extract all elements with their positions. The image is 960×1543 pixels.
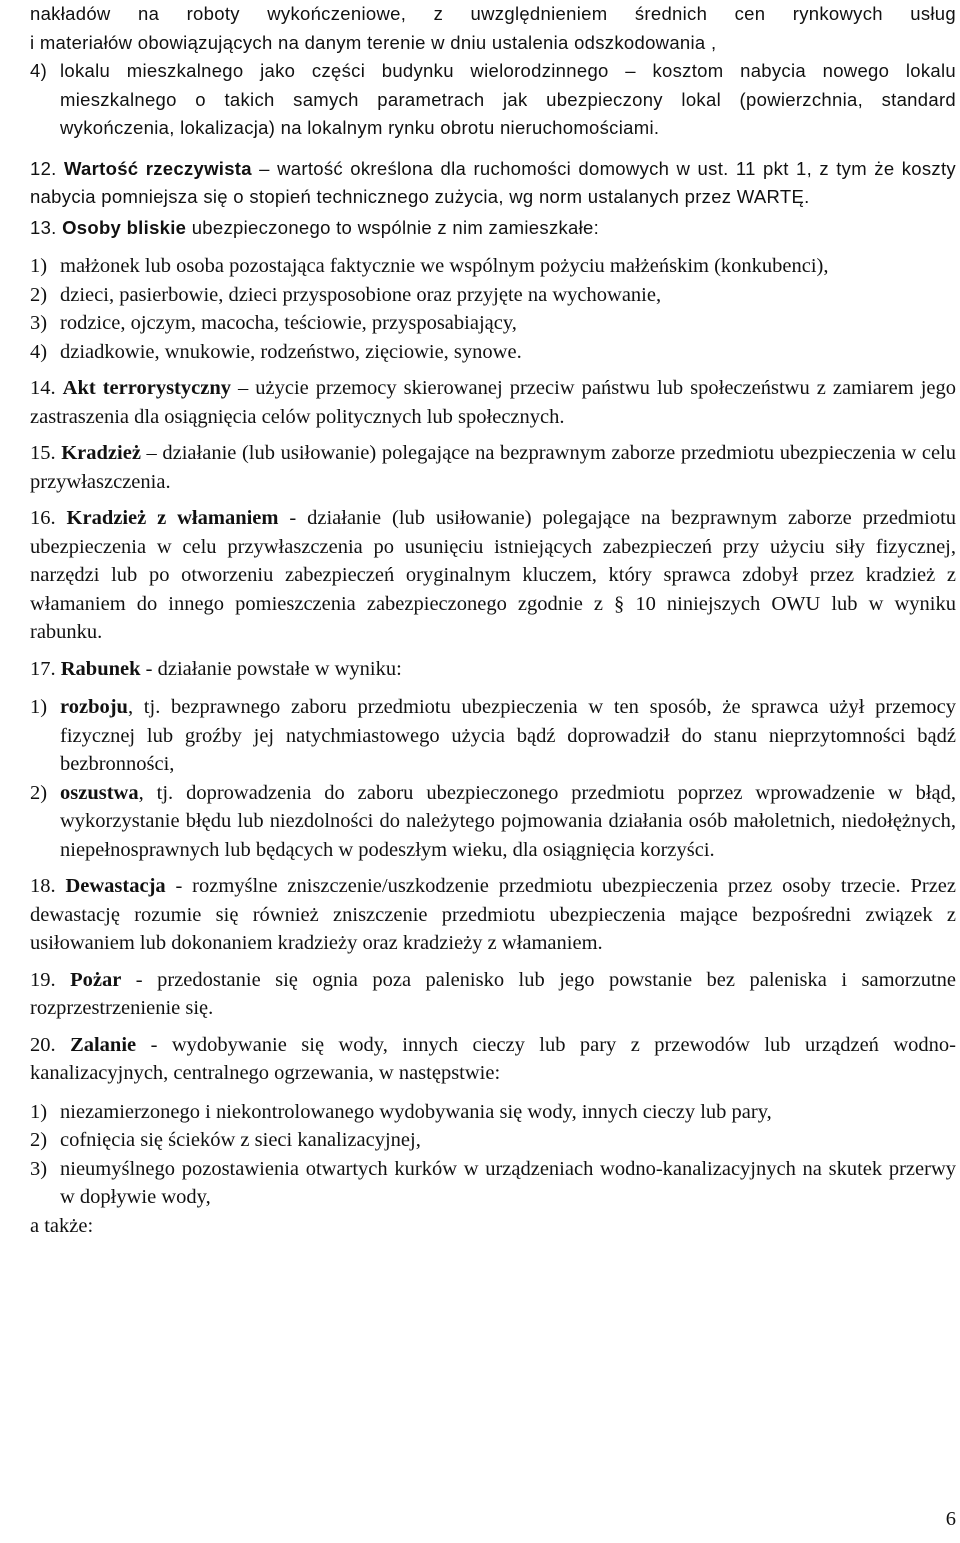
definition-16: 16. Kradzież z włamaniem - działanie (lub usiłowanie) polegające na bezprawnym zaborze przedmiotu ubezpieczenia w celu przywłaszczenia po usunięciu istniejących zabezpieczeń przy użyciu siły fizycznej, narzędzi lub po otworzeniu zabezpieczeń oryginalnym kluczem, który sprawca zdobył przez kradzież z włamaniem do innego pomieszczenia zabezpieczonego zgodnie z § 10 niniejszych OWU lub w wyniku rabunku. <box>30 507 957 643</box>
continuation-line-1: nakładów na roboty wykończeniowe, z uwzględnieniem średnich cen rynkowych usług <box>30 3 956 24</box>
definition-13-list <box>30 252 956 366</box>
definition-20-list <box>30 1098 956 1212</box>
term: Rabunek <box>60 657 141 680</box>
list-item: 1) niezamierzonego i niekontrolowanego wydobywania się wody, innych cieczy lub pary, <box>30 1100 772 1123</box>
term: Dewastacja <box>65 875 166 897</box>
term: Kradzież <box>61 442 141 464</box>
term: Wartość rzeczywista <box>63 157 252 179</box>
definition-18: 18. Dewastacja - rozmyślne zniszczenie/uszkodzenie przedmiotu ubezpieczenia przez osoby trzecie. Przez dewastację rozumie się również zniszczenie przedmiotu ubezpieczenia mające bezpośredni związek z usiłowaniem lub dokonaniem kradzieży oraz kradzieży z włamaniem. <box>30 875 956 954</box>
list-item: 4) lokalu mieszkalnego jako części budynku wielorodzinnego – kosztom nabycia nowego lokalu mieszkalnego o takich samych parametrach jak ubezpieczony lokal (powierzchnia, standard wykończenia, lokalizacja) na lokalnym rynku obrotu nieruchomościami. <box>30 57 956 143</box>
definition-17: 17. Rabunek - działanie powstałe w wyniku: 1) rozboju, tj. bezprawnego zaboru przedmiotu ubezpieczenia w ten sposób, że sprawca użył przemocy fizycznej lub groźby jej natychmiastowego użycia bądź doprowadził do stanu nieprzytomności bądź bezbronności, 2) oszustwa, tj. doprowadzenia do zaboru ubezpieczonego przedmiotu poprzez wprowadzenie w błąd, wykorzystanie błędu lub niezdolności do należytego pojmowania działania osób małoletnich, niedołężnych, niepełnosprawnych lub będących w podeszłym wieku, dla osiągnięcia korzyści. <box>30 655 956 865</box>
continuation-line-2: i materiałów obowiązujących na danym terenie w dniu ustalenia odszkodowania , <box>30 31 717 53</box>
list-item: 1) małżonek lub osoba pozostająca faktycznie we wspólnym pożyciu małżeńskim (konkubenci), <box>30 255 829 277</box>
list-item: 4) dziadkowie, wnukowie, rodzeństwo, zięciowie, synowe. <box>30 340 522 363</box>
definition-20: 20. Zalanie - wydobywanie się wody, innych cieczy lub pary z przewodów lub urządzeń wodno-kanalizacyjnych, centralnego ogrzewania, w następstwie: 1) niezamierzonego i niekontrolowanego wydobywania się wody, innych cieczy lub pary, 2) cofnięcia się ścieków z sieci kanalizacyjnej, 3) nieumyślnego pozostawienia otwartych kurków w urządzeniach wodno-kanalizacyjnych na skutek przerwy w dopływie wody, a także: <box>30 1031 956 1241</box>
definition-15: 15. Kradzież – działanie (lub usiłowanie) polegające na bezprawnym zaborze przedmiotu ubezpieczenia w celu przywłaszczenia. <box>30 442 957 493</box>
list-item: 3) nieumyślnego pozostawienia otwartych kurków w urządzeniach wodno-kanalizacyjnych na skutek przerwy w dopływie wody, <box>30 1157 956 1208</box>
definition-17-list <box>30 693 956 864</box>
list-item: 2) cofnięcia się ścieków z sieci kanalizacyjnej, <box>30 1129 421 1151</box>
page-number: 6 <box>945 1508 956 1530</box>
definition-19: 19. Pożar - przedostanie się ognia poza palenisko lub jego powstanie bez paleniska i samorzutne rozprzestrzenienie się. <box>30 968 956 1019</box>
list-item: 2) dzieci, pasierbowie, dzieci przysposobione oraz przyjęte na wychowanie, <box>30 283 662 306</box>
list-item: 1) rozboju, tj. bezprawnego zaboru przedmiotu ubezpieczenia w ten sposób, że sprawca użył przemocy fizycznej lub groźby jej natychmiastowego użycia bądź doprowadził do stanu nieprzytomności bądź bezbronności, <box>30 696 956 775</box>
list-item: 2) oszustwa, tj. doprowadzenia do zaboru ubezpieczonego przedmiotu poprzez wprowadzenie w błąd, wykorzystanie błędu lub niezdolności do należytego pojmowania działania osób małoletnich, niedołężnych, niepełnosprawnych lub będących w podeszłym wieku, dla osiągnięcia korzyści. <box>30 781 956 861</box>
list-item: 3) rodzice, ojczym, macocha, teściowie, przysposabiający, <box>30 312 517 334</box>
term: Osoby bliskie <box>62 216 187 238</box>
list-item-text: lokalu mieszkalnego jako części budynku wielorodzinnego – kosztom nabycia nowego lokalu mieszkalnego o takich samych parametrach jak ubezpieczony lokal (powierzchnia, standard wykończenia, lokalizacja) na lokalnym rynku obrotu nieruchomościami. <box>60 60 956 138</box>
definition-12: 12. Wartość rzeczywista – wartość określona dla ruchomości domowych w ust. 11 pkt 1, z tym że koszty nabycia pomniejsza się o stopień technicznego zużycia, wg norm ustalanych przez WARTĘ. <box>30 157 956 207</box>
term: Zalanie <box>70 1033 137 1056</box>
tail-text: a także: <box>30 1214 94 1237</box>
definition-14: 14. Akt terrorystyczny – użycie przemocy skierowanej przeciw państwu lub społeczeństwu z zamiarem jego zastraszenia dla osiągnięcia celów politycznych lub społecznych. <box>30 377 956 428</box>
term: Kradzież z włamaniem <box>66 507 279 529</box>
document-page <box>30 0 956 1240</box>
continuation-block <box>30 0 956 143</box>
term: Pożar <box>70 968 122 991</box>
term: Akt terrorystyczny <box>62 377 231 399</box>
definition-13: 13. Osoby bliskie ubezpieczonego to wspólnie z nim zamieszkałe: 1) małżonek lub osoba pozostająca faktycznie we wspólnym pożyciu małżeńskim (konkubenci), 2) dzieci, pasierbowie, dzieci przysposobione oraz przyjęte na wychowanie, 3) rodzice, ojczym, macocha, teściowie, przysposabiający, 4) dziadkowie, wnukowie, rodzeństwo, zięciowie, synowe. <box>30 214 956 367</box>
